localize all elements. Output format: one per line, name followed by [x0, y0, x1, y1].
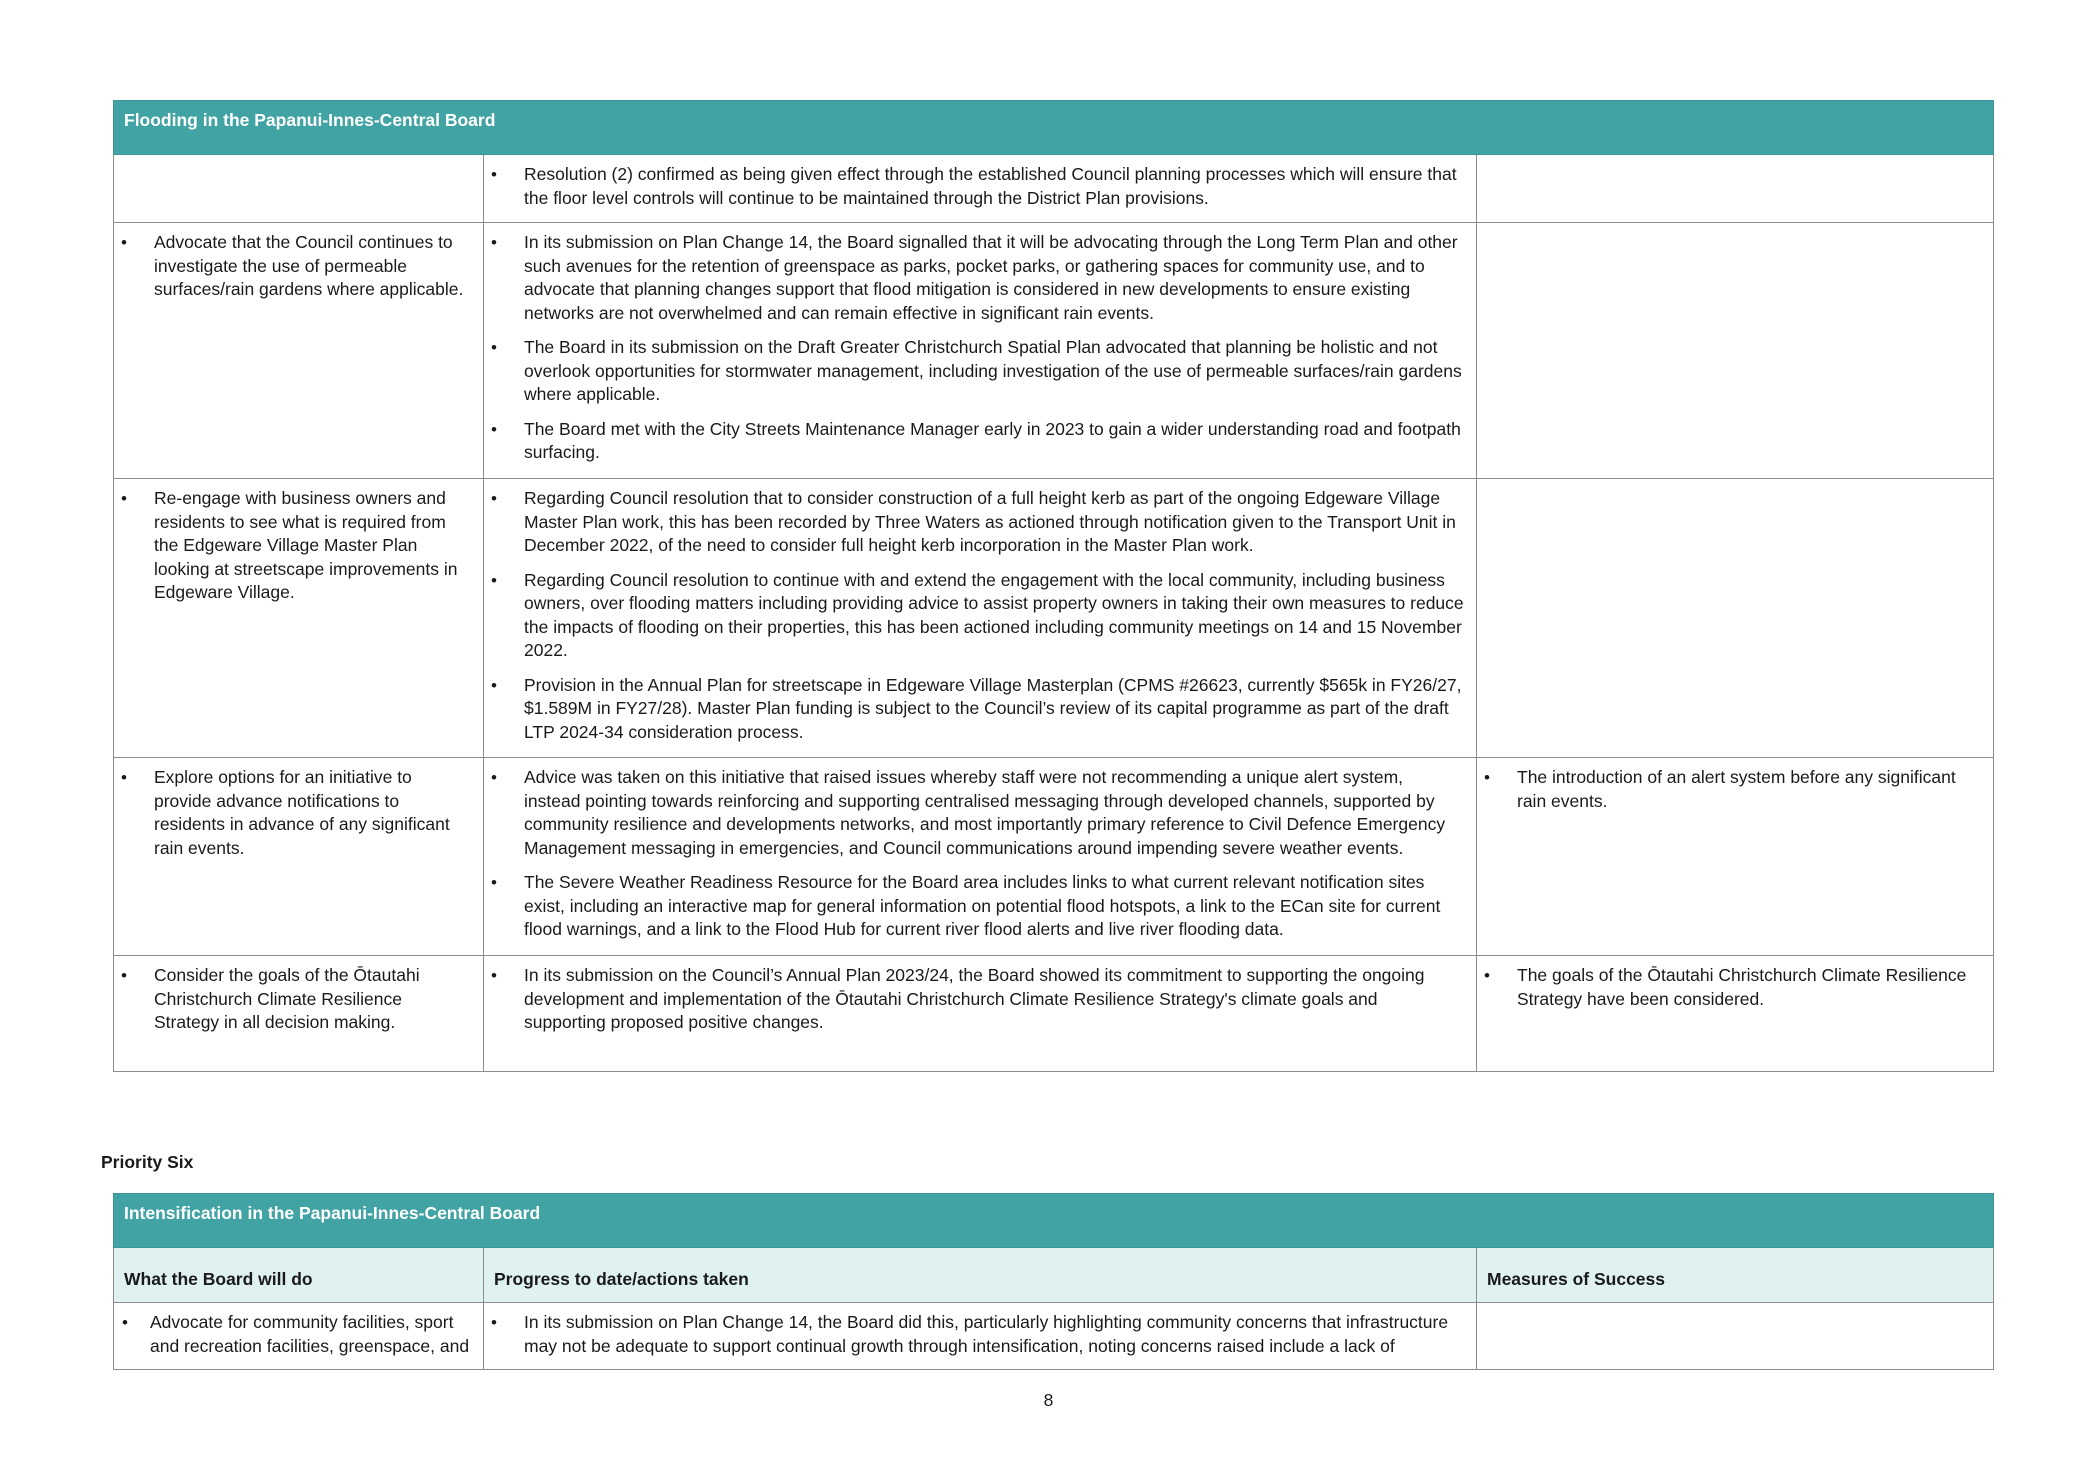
list-item: • Regarding Council resolution that to consider construction of a full height kerb as part of the ongoing Edgeware Village Master Plan work, this has been recorded by Three Waters as actioned through notification given to the Transport Unit in December 2022, of the need to consider full height kerb incorporation in the Master Plan work.	[524, 487, 1464, 558]
what-board-will-do-cell	[114, 758, 484, 956]
list-item: • Re-engage with business owners and residents to see what is required from the Edgeware Village Master Plan looking at streetscape improvements in Edgeware Village.	[154, 487, 471, 605]
list-item: • Advocate that the Council continues to investigate the use of permeable surfaces/rain gardens where applicable.	[154, 231, 471, 302]
measures-cell	[1477, 223, 1994, 479]
list-item: • The Severe Weather Readiness Resource for the Board area includes links to what current relevant notification sites exist, including an interactive map for general information on potential flood hotspots, a link to the ECan site for current flood warnings, and a link to the Flood Hub for current river flood alerts and live river flooding data.	[524, 871, 1464, 942]
page-number: 8	[1043, 1390, 1054, 1410]
table-row	[114, 223, 1994, 479]
list-item: • In its submission on Plan Change 14, the Board signalled that it will be advocating through the Long Term Plan and other such avenues for the retention of greenspace as parks, pocket parks, or gathering spaces for community use, and to advocate that planning changes support that flood mitigation is considered in new developments to ensure existing networks are not overwhelmed and can remain effective in significant rain events.	[524, 231, 1464, 325]
list-item: • Advice was taken on this initiative that raised issues whereby staff were not recommending a unique alert system, instead pointing towards reinforcing and supporting centralised messaging through developed channels, supported by community resilience and developments networks, and most importantly primary reference to Civil Defence Emergency Management messaging in emergencies, and Council communications around impending severe weather events.	[524, 766, 1464, 860]
intensification-table-title: Intensification in the Papanui-Innes-Central Board	[114, 1194, 1994, 1248]
list-item: • The Board met with the City Streets Maintenance Manager early in 2023 to gain a wider understanding road and footpath surfacing.	[524, 418, 1464, 465]
progress-cell	[484, 223, 1477, 479]
list-item: • In its submission on Plan Change 14, the Board did this, particularly highlighting community concerns that infrastructure may not be adequate to support continual growth through intensification, noting concerns raised include a lack of	[524, 1311, 1464, 1358]
table-row	[114, 1303, 1994, 1370]
what-board-will-do-cell	[114, 223, 484, 479]
list-item: • The Board in its submission on the Draft Greater Christchurch Spatial Plan advocated that planning be holistic and not overlook opportunities for stormwater management, including investigation of the use of permeable surfaces/rain gardens where applicable.	[524, 336, 1464, 407]
list-item: • In its submission on the Council’s Annual Plan 2023/24, the Board showed its commitment to supporting the ongoing development and implementation of the Ōtautahi Christchurch Climate Resilience Strategy's climate goals and supporting proposed positive changes.	[524, 964, 1464, 1035]
list-item: • Consider the goals of the Ōtautahi Christchurch Climate Resilience Strategy in all decision making.	[154, 964, 471, 1035]
measures-cell	[1477, 479, 1994, 758]
list-item: • Resolution (2) confirmed as being given effect through the established Council planning processes which will ensure that the floor level controls will continue to be maintained through the District Plan provisions.	[524, 163, 1464, 210]
progress-cell	[484, 1303, 1477, 1370]
table-row	[114, 479, 1994, 758]
column-header-what-board-will-do: What the Board will do	[114, 1248, 484, 1303]
progress-cell	[484, 758, 1477, 956]
progress-cell	[484, 479, 1477, 758]
table-row	[114, 758, 1994, 956]
list-item: • The goals of the Ōtautahi Christchurch Climate Resilience Strategy have been considered.	[1517, 964, 1981, 1011]
measures-cell	[1477, 155, 1994, 223]
progress-cell	[484, 956, 1477, 1072]
column-header-measures: Measures of Success	[1477, 1248, 1994, 1303]
what-board-will-do-cell	[114, 1303, 484, 1370]
list-item: • Explore options for an initiative to provide advance notifications to residents in advance of any significant rain events.	[154, 766, 471, 860]
table-row	[114, 155, 1994, 223]
what-board-will-do-cell	[114, 155, 484, 223]
column-header-progress: Progress to date/actions taken	[484, 1248, 1477, 1303]
intensification-table	[113, 1193, 1994, 1370]
progress-cell	[484, 155, 1477, 223]
list-item: • Provision in the Annual Plan for streetscape in Edgeware Village Masterplan (CPMS #26623, currently $565k in FY26/27, $1.589M in FY27/28). Master Plan funding is subject to the Council’s review of its capital programme as part of the draft LTP 2024-34 consideration process.	[524, 674, 1464, 745]
measures-cell	[1477, 956, 1994, 1072]
flooding-table-title: Flooding in the Papanui-Innes-Central Board	[114, 101, 1994, 155]
table-row	[114, 956, 1994, 1072]
list-item: • The introduction of an alert system before any significant rain events.	[1517, 766, 1981, 813]
flooding-table	[113, 100, 1994, 1072]
what-board-will-do-cell	[114, 479, 484, 758]
list-item: • Regarding Council resolution to continue with and extend the engagement with the local community, including business owners, over flooding matters including providing advice to assist property owners in taking their own measures to reduce the impacts of flooding on their properties, this has been actioned including community meetings on 14 and 15 November 2022.	[524, 569, 1464, 663]
section-heading: Priority Six	[101, 1152, 194, 1172]
measures-cell	[1477, 758, 1994, 956]
list-item: • Advocate for community facilities, sport and recreation facilities, greenspace, and	[150, 1311, 471, 1358]
measures-cell	[1477, 1303, 1994, 1370]
what-board-will-do-cell	[114, 956, 484, 1072]
